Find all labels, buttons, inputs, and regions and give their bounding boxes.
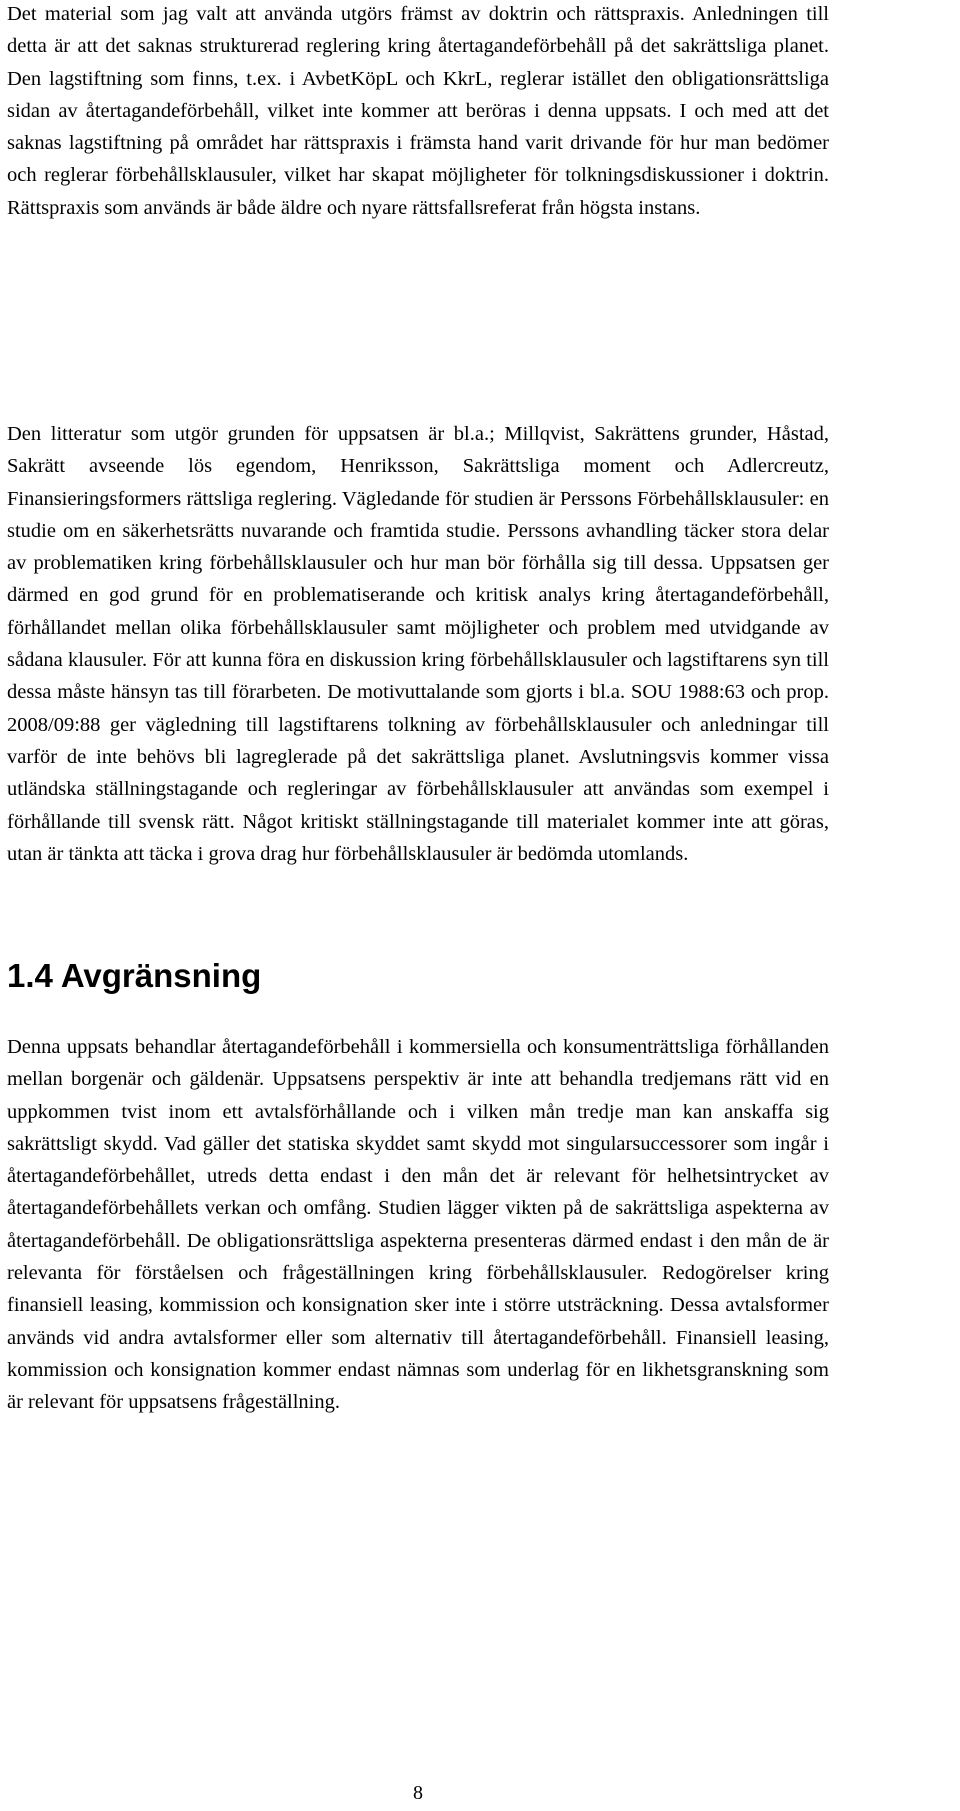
section-heading: 1.4 Avgränsning <box>7 957 262 994</box>
page-number: 8 <box>413 1782 423 1804</box>
paragraph-material: Det material som jag valt att använda utgörs främst av doktrin och rättspraxis. Anledningen till detta är att det saknas strukturerad reglering kring återtagandeförbehåll på det sakrättsliga planet. Den lagstiftning som finns, t.ex. i AvbetKöpL och KkrL, reglerar istället den obligationsrättsliga sidan av återtagandeförbehåll, vilket inte kommer att beröras i denna uppsats. I och med att det saknas lagstiftning på området har rättspraxis i främsta hand varit drivande för hur man bedömer och reglerar förbehållsklausuler, vilket har skapat möjligheter för tolkningsdiskussioner i doktrin. Rättspraxis som används är både äldre och nyare rättsfallsreferat från högsta instans. <box>7 3 829 219</box>
paragraph-literature: Den litteratur som utgör grunden för uppsatsen är bl.a.; Millqvist, Sakrättens grunder, Håstad, Sakrätt avseende lös egendom, Henriksson, Sakrättsliga moment och Adlercreutz, Finansieringsformers rättsliga reglering. Vägledande för studien är Perssons Förbehållsklausuler: en studie om en säkerhetsrätts nuvarande och framtida studie. Perssons avhandling täcker stora delar av problematiken kring förbehållsklausuler och hur man bör förhålla sig till dessa. Uppsatsen ger därmed en god grund för en problematiserande och kritisk analys kring återtagandeförbehåll, förhållandet mellan olika förbehållsklausuler samt möjligheter och problem med utvidgande av sådana klausuler. För att kunna föra en diskussion kring förbehållsklausuler och lagstiftarens syn till dessa måste hänsyn tas till förarbeten. De motivuttalande som gjorts i bl.a. SOU 1988:63 och prop. 2008/09:88 ger vägledning till lagstiftarens tolkning av förbehållsklausuler och anledningar till varför de inte behövs bli lagreglerade på det sakrättsliga planet. Avslutningsvis kommer vissa utländska ställningstagande och regleringar av förbehållsklausuler att användas som exempel i förhållande till svensk rätt. Något kritiskt ställningstagande till materialet kommer inte att göras, utan är tänkta att täcka i grova drag hur förbehållsklausuler är bedömda utomlands. <box>7 423 829 865</box>
paragraph-delimitation: Denna uppsats behandlar återtagandeförbehåll i kommersiella och konsumenträttsliga förhållanden mellan borgenär och gäldenär. Uppsatsens perspektiv är inte att behandla tredjemans rätt vid en uppkommen tvist inom ett avtalsförhållande och i vilken mån tredje man kan anskaffa sig sakrättsligt skydd. Vad gäller det statiska skyddet samt skydd mot singularsuccessorer som ingår i återtagandeförbehållet, utreds detta endast i den mån det är relevant för helhetsintrycket av återtagandeförbehållets verkan och omfång. Studien lägger vikten på de sakrättsliga aspekterna av återtagandeförbehåll. De obligationsrättsliga aspekterna presenteras därmed endast i den mån de är relevanta för förståelsen och frågeställningen kring förbehållsklausuler. Redogörelser kring finansiell leasing, kommission och konsignation sker inte i större utsträckning. Dessa avtalsformer används vid andra avtalsformer eller som alternativ till återtagandeförbehåll. Finansiell leasing, kommission och konsignation kommer endast nämnas som underlag för en likhetsgranskning som är relevant för uppsatsens frågeställning. <box>7 1036 829 1414</box>
